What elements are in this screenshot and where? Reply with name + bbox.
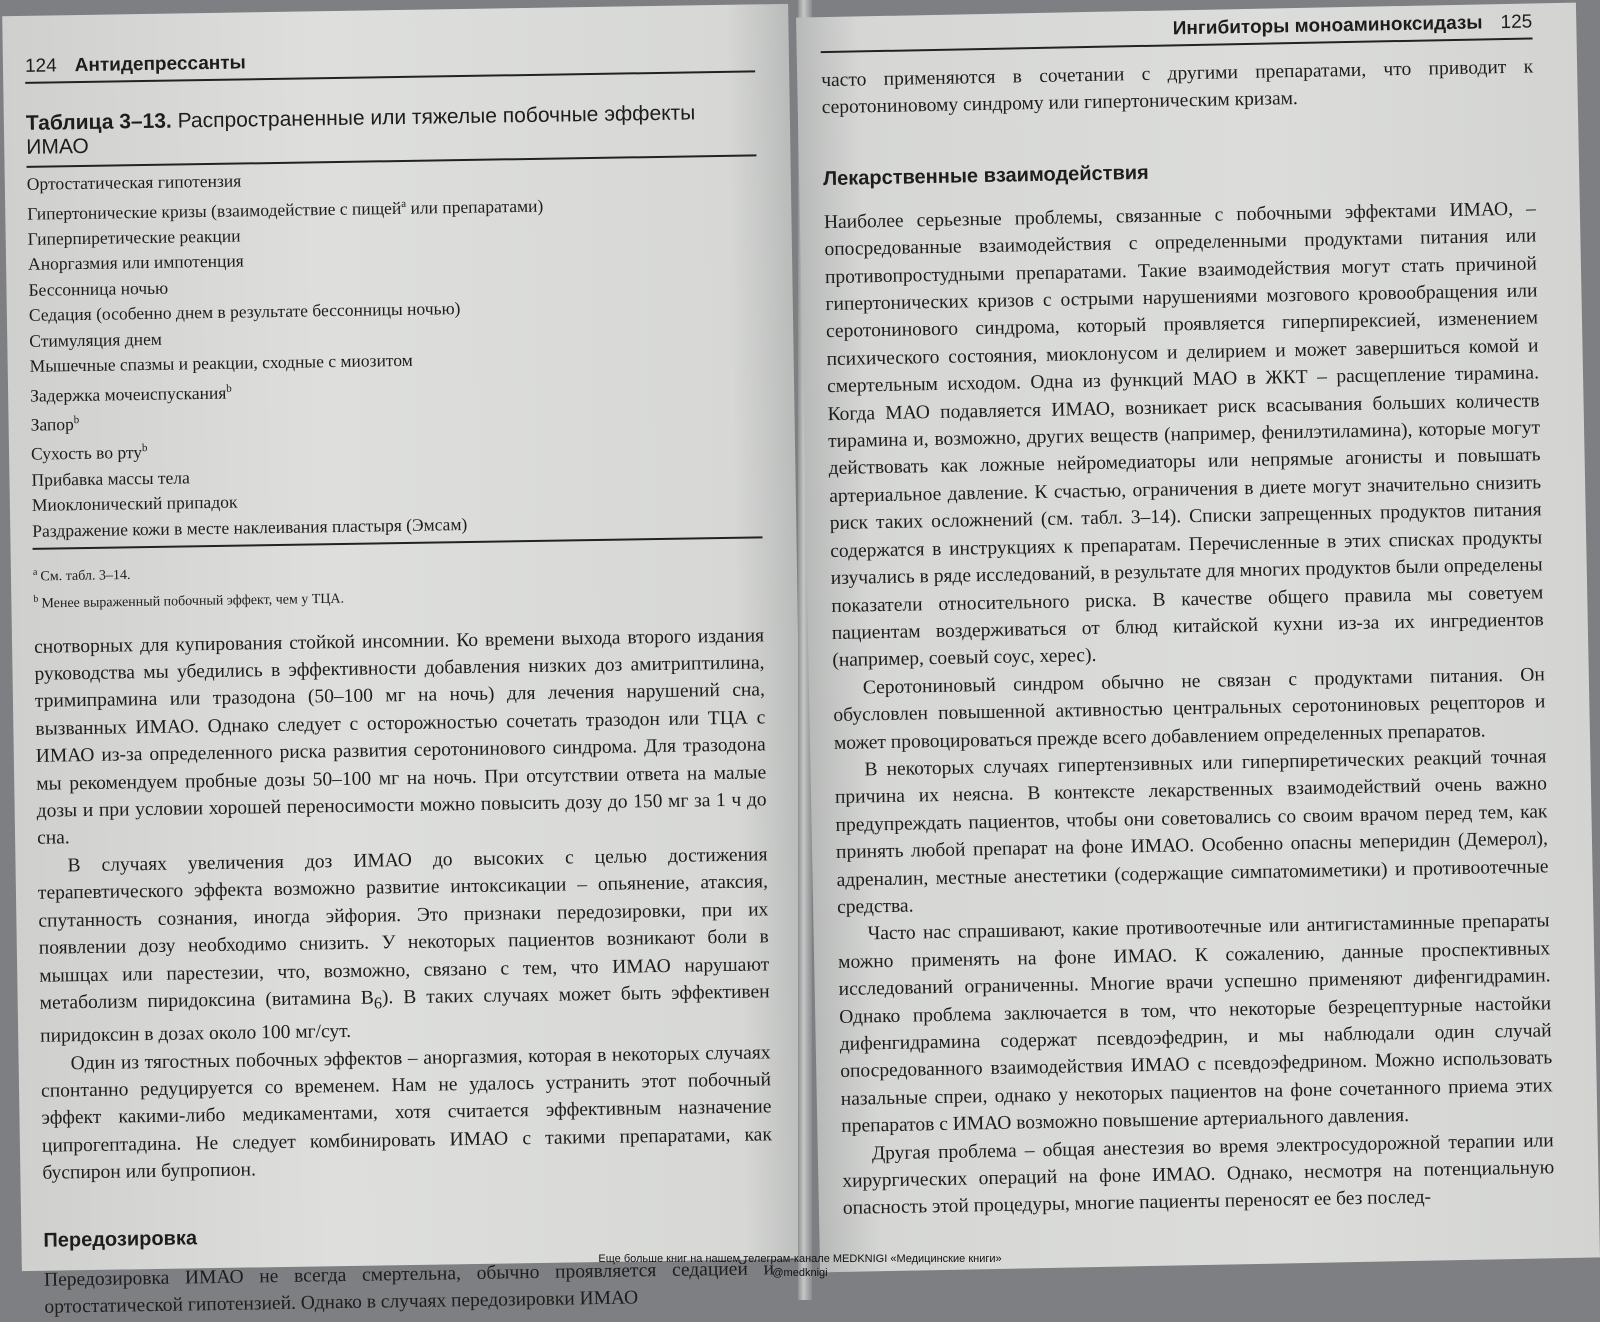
table-row: Седация (особенно днем в результате бессонницы ночью) bbox=[28, 298, 461, 326]
running-head-right bbox=[820, 11, 1532, 53]
table-row: Миоклонический припадок bbox=[31, 491, 238, 516]
table-row: Ортостатическая гипотензия bbox=[26, 170, 242, 194]
table-row: Гиперпиретические реакции bbox=[27, 225, 241, 249]
paragraph: Серотониновый синдром обычно не связан с продуктами питания. Он обусловлен повышенной активностью центральных серотониновых рецепторов и может провоцироваться прежде всего добавлением определенных препаратов. bbox=[833, 664, 1546, 754]
paragraph: часто применяются в сочетании с другими препаратами, что приводит к серотониновому синдрому или гипертоническим кризам. bbox=[821, 56, 1534, 119]
table-row: Прибавка массы тела bbox=[31, 467, 190, 490]
table-row: Раздражение кожи в месте наклеивания пластыря (Эмсам) bbox=[32, 513, 468, 541]
table-row: Задержка мочеиспускания$^b$ bbox=[29, 382, 232, 406]
paragraph: Передозировка ИМАО не всегда смертельна, обычно проявляется седацией и ортостатической гипотензией. Однако в случаях передозировки ИМАО bbox=[43, 1257, 775, 1318]
table-label: Таблица 3–13. bbox=[25, 109, 172, 135]
table-row: Запор$^b$ bbox=[30, 414, 80, 435]
section-heading-interactions: Лекарственные взаимодействия bbox=[822, 161, 1149, 190]
table-row: Бессонница ночью bbox=[28, 277, 169, 300]
table-title: Распространенные или тяжелые побочные эффекты ИМАО bbox=[26, 101, 696, 159]
paragraph: В некоторых случаях гипертензивных или гиперпиретических реакций точная причина их неясна. В контексте лекарственных взаимодействий очень важно предупреждать пациентов, чтобы они советовались со своим врачом перед тем, как принять любой препарат на фоне ИМАО. Особенно опасны меперидин (Демерол), адреналин, местные анестетики (содержащие симпатомиметики) и противоотечные средства. bbox=[834, 746, 1549, 918]
side-effects-table bbox=[27, 156, 763, 550]
paragraph: Один из тягостных побочных эффектов – аноргазмия, которая в некоторых случаях спонтанно редуцируется со временем. Нам не удалось устранить этот побочный эффект какими-либо медикаментами, хотя считается эффективным назначение ципрогептадина. Не следует комбинировать ИМАО с такими препаратами, как буспирон или бупропион. bbox=[40, 1041, 773, 1184]
page-number-left: 124 bbox=[24, 55, 57, 77]
table-row: Стимуляция днем bbox=[29, 328, 162, 351]
paragraph: Другая проблема – общая анестезия во время электросудорожной терапии или хирургических операций на фоне ИМАО. Однако, несмотря на потенциальную опасность этой процедуры, многие пациенты переносят ее без послед- bbox=[842, 1129, 1555, 1220]
paragraph: Часто нас спрашивают, какие противоотечные или антигистаминные препараты можно применять на фоне ИМАО. К сожалению, данные проспективных исследований ограниченны. Многие врачи успешно применяют дифенгидрамин. Однако проблема заключается в том, что некоторые безрецептурные настойки дифенгидрамина содержат псевдоэфедрин, и мы наблюдали один случай опосредованного взаимодействия ИМАО с псевдоэфедрином. Можно использовать назальные спреи, однако у некоторых пациентов на фоне сочетанного приема этих препаратов с ИМАО возможно повышение артериального давления. bbox=[837, 910, 1553, 1138]
paragraph: снотворных для купирования стойкой инсомнии. Ко времени выхода второго издания руководства мы убедились в эффективности добавления низких доз амитриптилина, тримипрамина или тразодона (50–100 мг на ночь) для лечения нарушений сна, вызванных ИМАО. Однако следует с осторожностью сочетать тразодон или ТЦА с ИМАО из-за определенного риска развития серотонинового синдрома. Для тразодона мы рекомендуем пробные дозы 50–100 мг на ночь. При отсутствии ответа на малые дозы и при условии хорошей переносимости можно повысить дозу до 150 мг за 1 ч до сна. bbox=[33, 624, 767, 850]
section-heading-overdose: Передозировка bbox=[43, 1226, 198, 1252]
running-head-title-left: Антидепрессанты bbox=[74, 52, 246, 77]
table-row: Гипертонические кризы (взаимодействие с пищей$^a$ или препаратами) bbox=[27, 195, 544, 224]
right-page bbox=[796, 3, 1600, 1273]
footer-handle: @medknigi bbox=[772, 1267, 828, 1279]
footer-line: Еще больше книг на нашем телеграм-канале MEDKNIGI «Медицинские книги» bbox=[598, 1253, 1002, 1265]
running-head-left bbox=[25, 44, 755, 83]
table-row: Сухость во рту$^b$ bbox=[30, 442, 148, 465]
footnote-b: $^b$ Менее выраженный побочный эффект, чем у ТЦА. bbox=[33, 591, 345, 612]
right-body-text bbox=[821, 53, 1555, 1222]
running-head-title-right: Ингибиторы моноаминоксидазы bbox=[1172, 12, 1483, 40]
page-number-right: 125 bbox=[1500, 11, 1533, 34]
footer-watermark bbox=[0, 1252, 1600, 1280]
table-footnotes bbox=[33, 551, 764, 616]
table-row: Аноргазмия или импотенция bbox=[27, 250, 244, 275]
paragraph: Наиболее серьезные проблемы, связанные с побочными эффектами ИМАО, – опосредованные взаимодействия с определенными продуктами питания или противопростудными препаратами. Такие взаимодействия могут стать причиной гипертонических кризов с острыми нарушениями мозгового кровообращения или серотонинового синдрома, который проявляется гиперпирексией, изменением психического состояния, миоклонусом и делирием и может завершиться комой и смертельным исходом. Одна из функций МАО в ЖКТ – расщепление тирамина. Когда МАО подавляется ИМАО, возникает риск всасывания больших количеств тирамина и, возможно, других веществ (например, фенилэтиламина), которые могут действовать как ложные нейромедиаторы или непрямые агонисты и повышать артериальное давление. К счастью, ограничения в диете могут значительно снизить риск таких осложнений (см. табл. 3–14). Списки запрещенных продуктов питания содержатся в инструкциях к препаратам. Перечисленные в этих списках продукты изучались в ряде исследований, в результате для многих продуктов были определены показатели относительного риска. В качестве общего правила мы советуем пациентам воздерживаться от блюд китайской кухни из-за их ингредиентов (например, соевый соус, херес). bbox=[823, 198, 1544, 672]
left-body-text bbox=[34, 622, 775, 1321]
footnote-a: $^a$ См. табл. 3–14. bbox=[32, 567, 131, 585]
paragraph: В случаях увеличения доз ИМАО до высоких с целью достижения терапевтического эффекта возможно развитие интоксикации – опьянение, атаксия, спутанность сознания, иногда эйфория. Это признаки передозировки, при их появлении дозу необходимо снизить. У некоторых пациентов возникают боли в мышцах или парестезии, что, возможно, связано с тем, что ИМАО нарушают метаболизм пиридоксина (витамина $B_6$). В таких случаях может быть эффективен пиридоксин в дозах около 100 мг/сут. bbox=[37, 844, 770, 1047]
table-row: Мышечные спазмы и реакции, сходные с миозитом bbox=[29, 350, 413, 377]
